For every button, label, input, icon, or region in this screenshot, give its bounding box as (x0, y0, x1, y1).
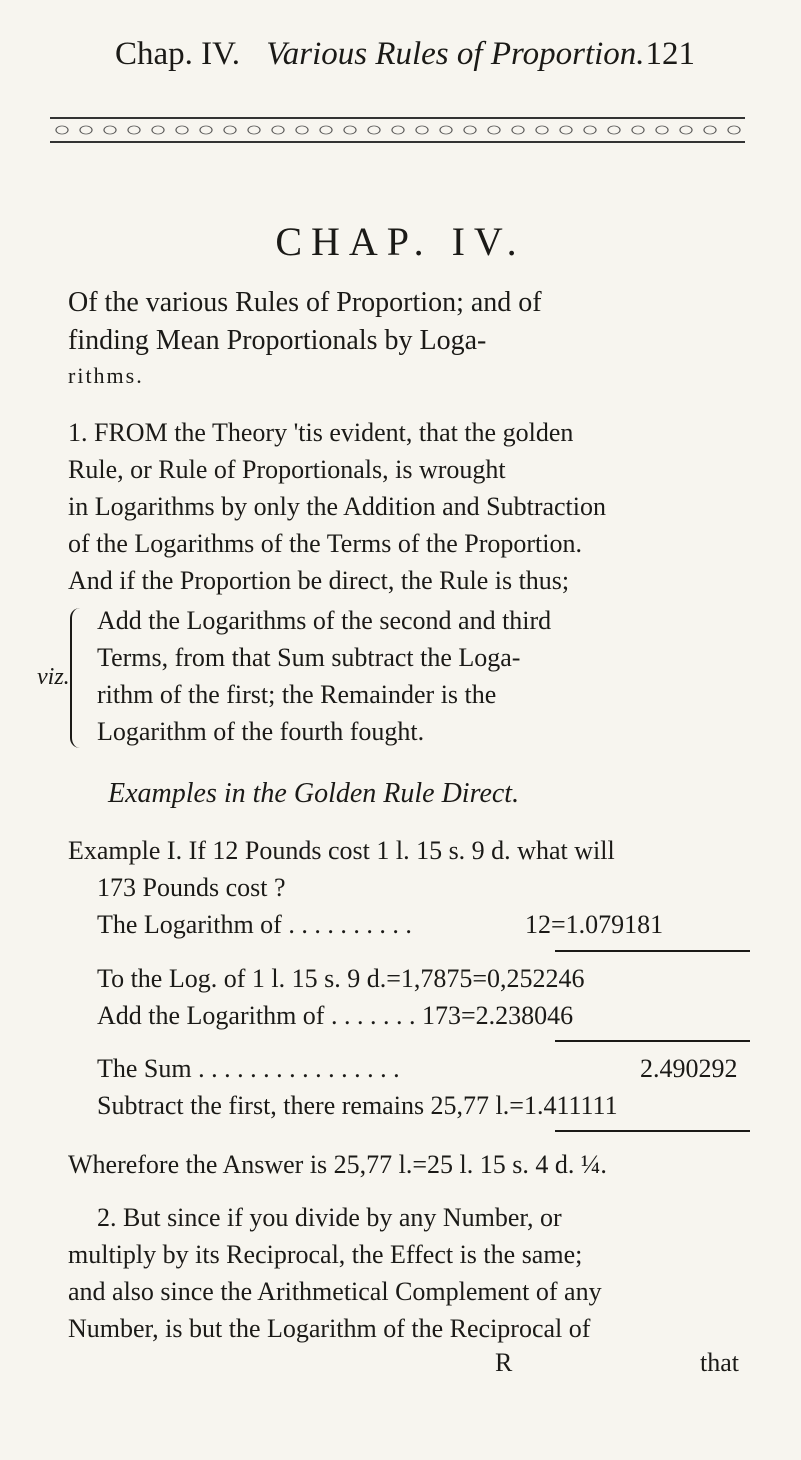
calc-row-2: To the Log. of 1 l. 15 s. 9 d.=1,7875=0,252246 (97, 964, 585, 993)
answer-line: Wherefore the Answer is 25,77 l.=25 l. 15 s. 4 d. ¼. (68, 1150, 607, 1179)
calc-rule-3 (555, 1130, 750, 1132)
calc-row-4-value: 2.490292 (640, 1054, 738, 1083)
para1-line-4: of the Logarithms of the Terms of the Proportion. (68, 529, 582, 558)
example1-line-1: Example I. If 12 Pounds cost 1 l. 15 s. 9 d. what will (68, 836, 615, 865)
calc-rule-1 (555, 950, 750, 952)
calc-row-4-label: The Sum . . . . . . . . . . . . . . . . (97, 1054, 400, 1083)
para2-line-2: multiply by its Reciprocal, the Effect is the same; (68, 1240, 583, 1269)
para2-line-3: and also since the Arithmetical Complement of any (68, 1277, 602, 1306)
chapter-label: Chap. IV. (115, 36, 240, 72)
ornamental-band (50, 117, 745, 143)
chapter-title-line-2: finding Mean Proportionals by Loga- (68, 325, 487, 356)
viz-label: viz. (37, 664, 70, 690)
example1-line-2: 173 Pounds cost ? (97, 873, 286, 902)
running-head (115, 36, 695, 73)
chapter-heading: CHAP. IV. (275, 219, 526, 264)
viz-line-3: rithm of the first; the Remainder is the (97, 680, 497, 709)
examples-heading: Examples in the Golden Rule Direct. (108, 778, 520, 809)
calc-row-5: Subtract the first, there remains 25,77 l.=1.411111 (97, 1091, 618, 1120)
calc-row-1-value: 12=1.079181 (525, 910, 664, 939)
para1-line-3: in Logarithms by only the Addition and Subtraction (68, 492, 607, 521)
calc-row-3: Add the Logarithm of . . . . . . . 173=2.238046 (97, 1001, 574, 1030)
calc-rule-2 (555, 1040, 750, 1042)
curly-brace (70, 608, 86, 748)
calc-row-1-label: The Logarithm of . . . . . . . . . . (97, 910, 412, 939)
page-number: 121 (645, 36, 695, 72)
chapter-title-line-1: Of the various Rules of Proportion; and of (68, 287, 542, 318)
para2-line-1: 2. But since if you divide by any Number, or (97, 1203, 562, 1232)
catchword: that (700, 1348, 739, 1377)
chapter-title-line-3: rithms. (68, 363, 144, 388)
signature-mark: R (495, 1348, 513, 1377)
viz-line-1: Add the Logarithms of the second and third (97, 606, 552, 635)
para1-line-2: Rule, or Rule of Proportionals, is wrought (68, 455, 506, 484)
viz-line-2: Terms, from that Sum subtract the Loga- (97, 643, 521, 672)
para1-line-1: 1. FROM the Theory 'tis evident, that the golden (68, 418, 574, 447)
running-title: Various Rules of Proportion. (266, 36, 645, 72)
para1-line-5: And if the Proportion be direct, the Rule is thus; (68, 566, 570, 595)
viz-line-4: Logarithm of the fourth fought. (97, 717, 425, 746)
para2-line-4: Number, is but the Logarithm of the Reciprocal of (68, 1314, 591, 1343)
